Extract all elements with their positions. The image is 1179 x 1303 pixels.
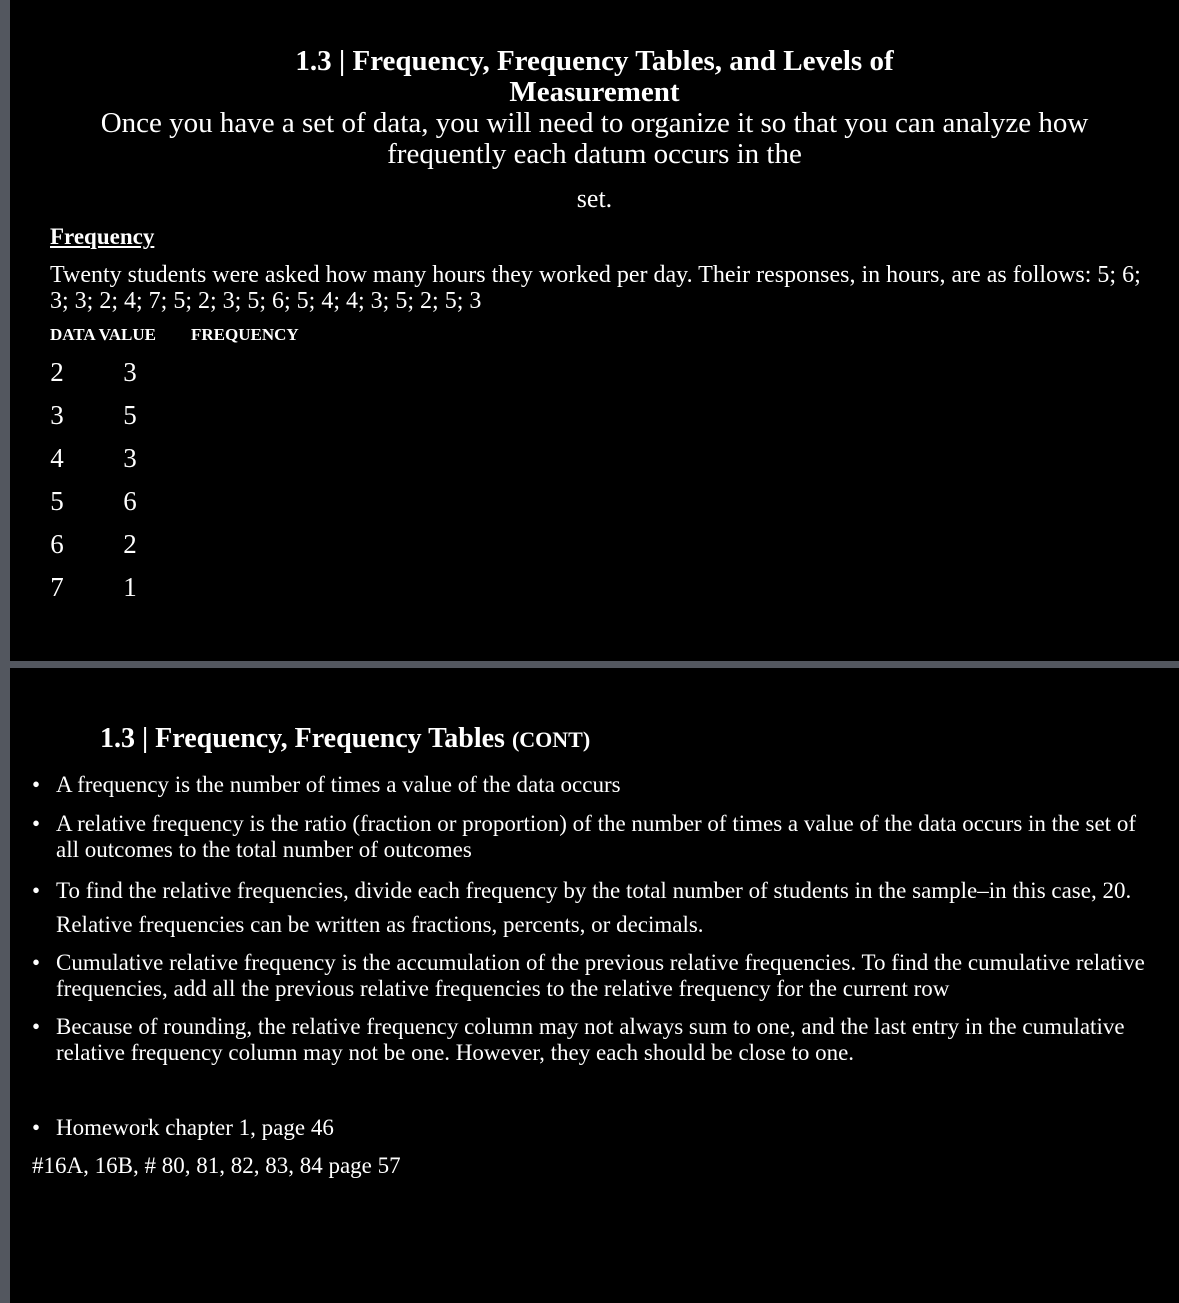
bullet-item: • To find the relative frequencies, divide each frequency by the total number of students in the sample–in this case, 20. Relative frequencies can be written as fractions, percents, or decimals. [56,874,1156,942]
intro-line-3: set. [576,184,613,213]
bullet-item: • Cumulative relative frequency is the accumulation of the previous relative frequencies. To find the cumulative relative frequencies, add all the previous relative frequencies to the relative frequency for the current row [56,950,1156,1002]
slide-2-title-suffix: (CONT) [511,727,591,752]
homework-bullet: • Homework chapter 1, page 46 [56,1115,1156,1141]
slide-2-title [100,723,590,755]
table-cell-frequency: 6 [123,486,137,516]
bullet-item: • A frequency is the number of times a value of the data occurs [56,772,1156,798]
bullet-item: • A relative frequency is the ratio (fraction or proportion) of the number of times a value of the data occurs in the set of all outcomes to the total number of outcomes [56,811,1156,863]
table-cell-frequency: 5 [123,400,137,430]
survey-paragraph: Twenty students were asked how many hours they worked per day. Their responses, in hours, are as follows: 5; 6; 3; 3; 2; 4; 7; 5; 2; 3; 5; 6; 5; 4; 4; 3; 5; 2; 5; 3 [50,262,1141,314]
section-heading-frequency: Frequency [50,224,155,249]
table-cell-value: 7 [50,572,64,602]
table-header-data-value: DATA VALUE [50,325,156,344]
table-cell-frequency: 3 [123,357,137,387]
intro-line-1: Once you have a set of data, you will need to organize it so that you can analyze how [100,107,1089,139]
table-cell-frequency: 2 [123,529,137,559]
title-line-1: 1.3 | Frequency, Frequency Tables, and Levels of [295,45,894,77]
table-header-frequency: FREQUENCY [191,325,299,344]
table-cell-value: 6 [50,529,64,559]
intro-line-2: frequently each datum occurs in the [387,138,802,170]
table-cell-value: 3 [50,400,64,430]
slide-2 [10,668,1179,1303]
table-cell-frequency: 3 [123,443,137,473]
table-cell-value: 5 [50,486,64,516]
bullet-item: • Because of rounding, the relative frequency column may not always sum to one, and the last entry in the cumulative relative frequency column may not be one. However, they each should be close to one. [56,1014,1156,1066]
homework-problems: #16A, 16B, # 80, 81, 82, 83, 84 page 57 [32,1153,401,1178]
table-cell-value: 4 [50,443,64,473]
title-line-2: Measurement [509,76,680,108]
table-cell-value: 2 [50,357,64,387]
slide-1 [10,0,1179,661]
table-cell-frequency: 1 [123,572,137,602]
slide-2-title-main: 1.3 | Frequency, Frequency Tables [100,723,505,754]
